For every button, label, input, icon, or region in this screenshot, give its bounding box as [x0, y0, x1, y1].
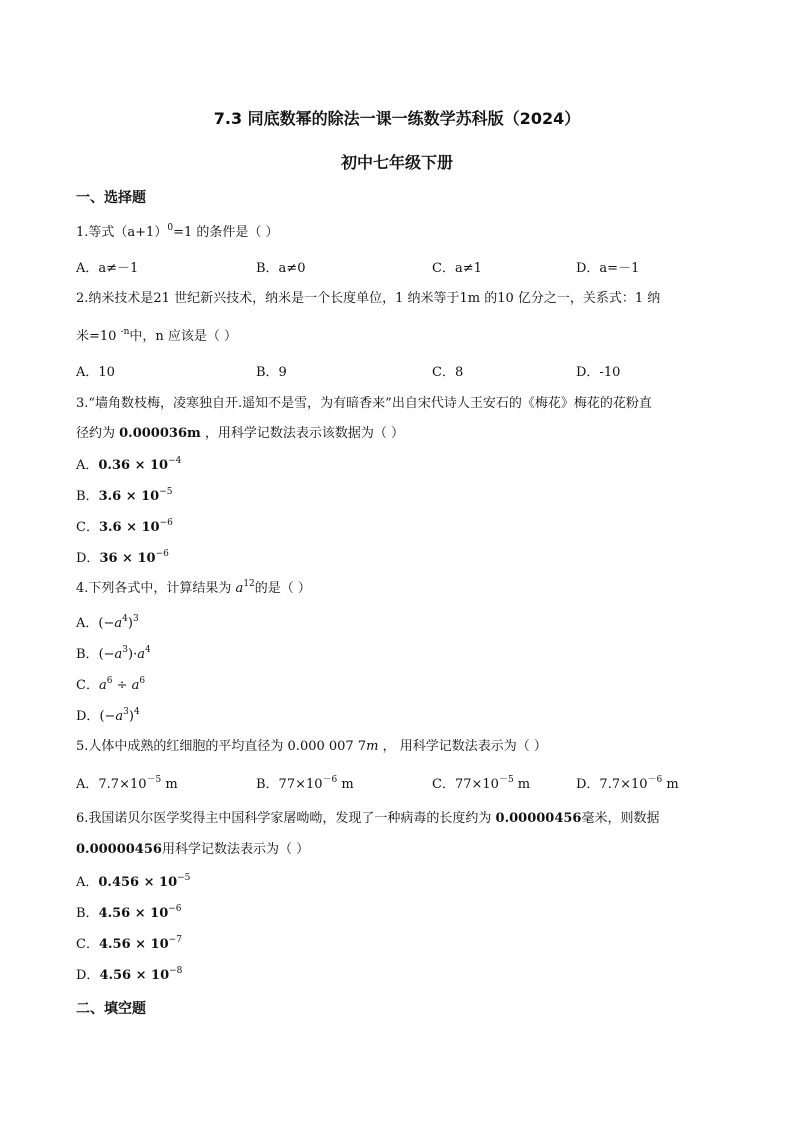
q4-option-d-exp1: 3: [123, 707, 129, 717]
q6-option-c: [76, 936, 726, 954]
q4-option-c-exp1: 6: [106, 676, 113, 686]
q3-option-d-base: 36 × 10: [99, 551, 156, 566]
q1-stem-text: 1.等式（a+1）: [76, 225, 168, 240]
q5-option-d-exp: －6: [647, 775, 663, 785]
q6-option-a-exp: −5: [177, 873, 191, 883]
q6-option-d-base: 4.56 × 10: [99, 968, 170, 983]
q3-option-d-exp: −6: [155, 549, 169, 559]
q5-unit: m: [366, 739, 379, 754]
q5-option-c: [432, 776, 530, 794]
q1-option-a: A．a≠－1: [76, 261, 139, 276]
section-heading-choice: 一、选择题: [76, 190, 146, 206]
q4-option-a-label: A．: [76, 616, 99, 631]
q6-option-c-base: 4.56 × 10: [98, 937, 169, 952]
q6-option-b: [76, 905, 726, 923]
q4-option-d-var: a: [115, 709, 124, 724]
q5-option-d: [576, 776, 679, 794]
q4-option-b-exp1: 3: [122, 645, 129, 655]
q5-option-d-unit: m: [662, 777, 679, 792]
q6-option-c-exp: −7: [168, 935, 182, 945]
q3-option-a-exp: −4: [168, 456, 182, 466]
q6-value-2: 0.00000456: [76, 842, 162, 857]
q5-option-b-base: B．77×10: [256, 777, 323, 792]
document-title: 7.3 同底数幂的除法一课一练数学苏科版（2024）: [213, 109, 581, 128]
q3-option-c: [76, 519, 726, 537]
q4-text: 4.下列各式中，计算结果为: [76, 581, 236, 596]
q1-option-c: C．a≠1: [432, 261, 482, 276]
q6-option-a-base: 0.456 × 10: [98, 875, 178, 890]
q4-option-d-close: ): [128, 709, 134, 724]
q6-option-b-exp: −6: [168, 904, 182, 914]
q3-text: 径约为: [76, 426, 120, 441]
q1-exponent: 0: [167, 223, 174, 233]
q4-option-b: [76, 646, 726, 664]
q5-option-b-unit: m: [337, 777, 354, 792]
q4-option-c-var2: a: [131, 678, 140, 693]
q5-option-c-unit: m: [513, 777, 531, 792]
q3-option-b-exp: −5: [159, 487, 173, 497]
q2-text: 米=10: [76, 329, 121, 344]
q5-option-a-exp: －5: [146, 775, 162, 785]
q5-option-b-exp: －6: [322, 775, 338, 785]
q5-option-a-base: A．7.7×10: [76, 777, 147, 792]
question-6-line1: [76, 810, 726, 828]
q3-option-d: [76, 550, 726, 568]
q3-option-b-base: 3.6 × 10: [98, 489, 160, 504]
q6-option-d: [76, 967, 726, 985]
q4-option-a-exp2: 3: [132, 614, 139, 624]
q4-option-c: [76, 677, 726, 695]
q5-option-b: [256, 776, 354, 794]
q2-option-a: A．10: [76, 365, 115, 380]
q4-option-a-var: a: [114, 616, 123, 631]
q1-option-d: D．a=－1: [576, 261, 640, 276]
q4-option-a-exp1: 4: [122, 614, 128, 624]
q4-exponent: 12: [243, 579, 255, 589]
q4-option-d-exp2: 4: [133, 707, 140, 717]
q6-text-mid: 毫米，则数据: [581, 811, 660, 826]
question-5-stem: [76, 738, 726, 756]
q2-option-b: B．9: [256, 365, 287, 380]
q5-option-a-unit: m: [161, 777, 178, 792]
q6-option-c-label: C．: [76, 937, 99, 952]
section-heading-fill-blank: 二、填空题: [76, 1001, 146, 1017]
q2-option-d: D．-10: [576, 365, 621, 380]
q5-text: 5.人体中成熟的红细胞的平均直径为 0.000 007 7: [76, 739, 367, 754]
q6-option-d-label: D．: [76, 968, 100, 983]
q6-value: 0.00000456: [495, 811, 582, 826]
q5-option-c-base: C．77×10: [432, 777, 499, 792]
q4-option-d: [76, 708, 726, 726]
q1-option-b: B．a≠0: [256, 261, 306, 276]
q4-option-a-close: ): [127, 616, 133, 631]
q3-option-a-label: A．: [76, 458, 99, 473]
q6-text: 6.我国诺贝尔医学奖得主中国科学家屠呦呦，发现了一种病毒的长度约为: [76, 811, 496, 826]
q2-exponent: -n: [120, 327, 130, 337]
q2-option-c: C．8: [432, 365, 464, 380]
q4-option-b-var2: a: [137, 647, 146, 662]
q3-option-b-label: B．: [76, 489, 99, 504]
q1-stem-text-end: =1 的条件是（ ）: [173, 225, 279, 240]
q5-option-c-exp: －5: [498, 775, 514, 785]
q4-text-end: 的是（ ）: [254, 581, 311, 596]
q3-option-c-exp: −6: [159, 518, 173, 528]
q4-option-c-op: ÷: [112, 678, 132, 693]
q3-option-b: [76, 488, 726, 506]
q2-text-end: 中，n 应该是（ ）: [129, 329, 238, 344]
q4-option-b-part: (−: [98, 647, 115, 662]
q5-option-d-base: D．7.7×10: [576, 777, 648, 792]
question-2-line1: 2.纳米技术是21 世纪新兴技术，纳米是一个长度单位，1 纳米等于1m 的10 亿分之一，关系式：1 纳: [76, 291, 661, 306]
q6-option-a: [76, 874, 726, 892]
question-3-line2: [76, 425, 726, 443]
q4-option-a-part: (−: [98, 616, 115, 631]
q4-option-c-var: a: [98, 678, 107, 693]
q4-option-d-label: D．: [76, 709, 100, 724]
q4-option-b-close: )·: [128, 647, 138, 662]
q3-option-c-label: C．: [76, 520, 99, 535]
q3-option-d-label: D．: [76, 551, 100, 566]
q4-option-d-part: (−: [99, 709, 116, 724]
q6-option-b-label: B．: [76, 906, 99, 921]
q3-text-end: ，用科学记数法表示该数据为（ ）: [200, 426, 405, 441]
q4-option-c-label: C．: [76, 678, 99, 693]
q6-text-end: 用科学记数法表示为（ ）: [161, 842, 310, 857]
q4-option-c-exp2: 6: [139, 676, 146, 686]
q6-option-a-label: A．: [76, 875, 99, 890]
q3-option-a-base: 0.36 × 10: [98, 458, 169, 473]
question-2-line2: [76, 328, 726, 346]
question-6-line2: [76, 841, 726, 859]
q4-option-b-label: B．: [76, 647, 99, 662]
q4-option-a: [76, 615, 726, 633]
q4-option-b-exp2: 4: [145, 645, 151, 655]
document-subtitle: 初中七年级下册: [340, 153, 453, 172]
q4-option-b-var: a: [114, 647, 123, 662]
q6-option-b-base: 4.56 × 10: [98, 906, 169, 921]
q3-option-a: [76, 457, 726, 475]
q3-option-c-base: 3.6 × 10: [98, 520, 160, 535]
q5-option-a: [76, 776, 178, 794]
q4-variable: a: [235, 581, 244, 596]
question-4-stem: [76, 580, 726, 598]
q3-value: 0.000036m: [119, 426, 201, 441]
question-1-stem: [76, 224, 726, 242]
q5-text-end: ， 用科学记数法表示为（ ）: [378, 739, 547, 754]
q6-option-d-exp: −8: [169, 966, 183, 976]
question-3-line1: 3.“墙角数枝梅，凌寒独自开.遥知不是雪，为有暗香来”出自宋代诗人王安石的《梅花》梅花的花粉直: [76, 396, 652, 411]
